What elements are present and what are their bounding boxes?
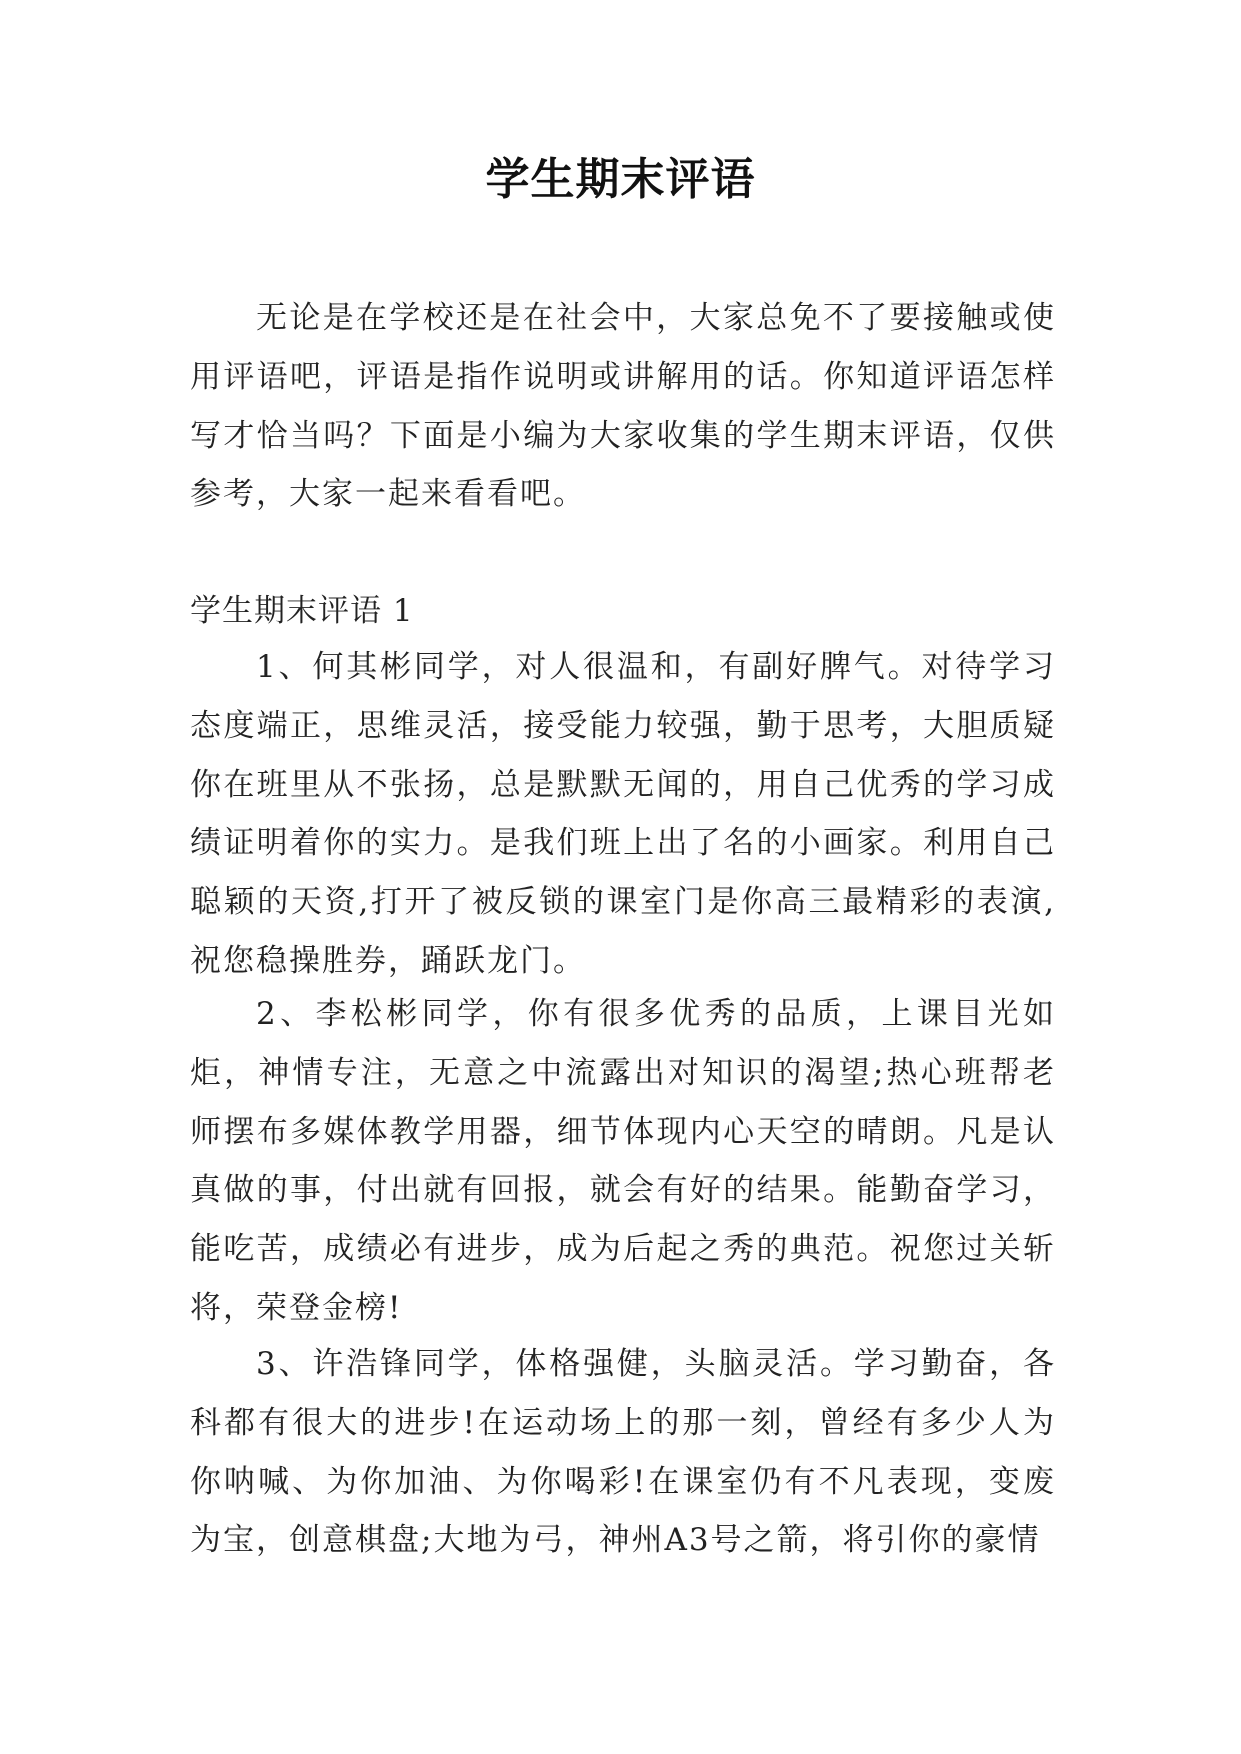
- intro-paragraph: 无论是在学校还是在社会中，大家总免不了要接触或使用评语吧，评语是指作说明或讲解用的话。你知道评语怎样写才恰当吗？下面是小编为大家收集的学生期末评语，仅供参考，大家一起来看看吧。: [190, 300, 1056, 513]
- comment-item: 2、李松彬同学，你有很多优秀的品质，上课目光如炬，神情专注，无意之中流露出对知识的渴望;热心班帮老师摆布多媒体教学用器，细节体现内心天空的晴朗。凡是认真做的事，付出就有回报，就会有好的结果。能勤奋学习，能吃苦，成绩必有进步，成为后起之秀的典范。祝您过关斩将，荣登金榜!: [190, 996, 1056, 1326]
- document-title: 学生期末评语: [485, 154, 756, 205]
- comment-item: 3、许浩锋同学，体格强健，头脑灵活。学习勤奋，各科都有很大的进步!在运动场上的那一刻，曾经有多少人为你呐喊、为你加油、为你喝彩!在课室仍有不凡表现，变废为宝，创意棋盘;大地为弓，神州A3号之箭，将引你的豪情: [190, 1346, 1056, 1559]
- comment-item: 1、何其彬同学，对人很温和，有副好脾气。对待学习态度端正，思维灵活，接受能力较强，勤于思考，大胆质疑你在班里从不张扬，总是默默无闻的，用自己优秀的学习成绩证明着你的实力。是我们班上出了名的小画家。利用自己聪颖的天资,打开了被反锁的课室门是你高三最精彩的表演,祝您稳操胜券，踊跃龙门。: [190, 649, 1056, 979]
- section-heading: 学生期末评语 1: [190, 593, 414, 629]
